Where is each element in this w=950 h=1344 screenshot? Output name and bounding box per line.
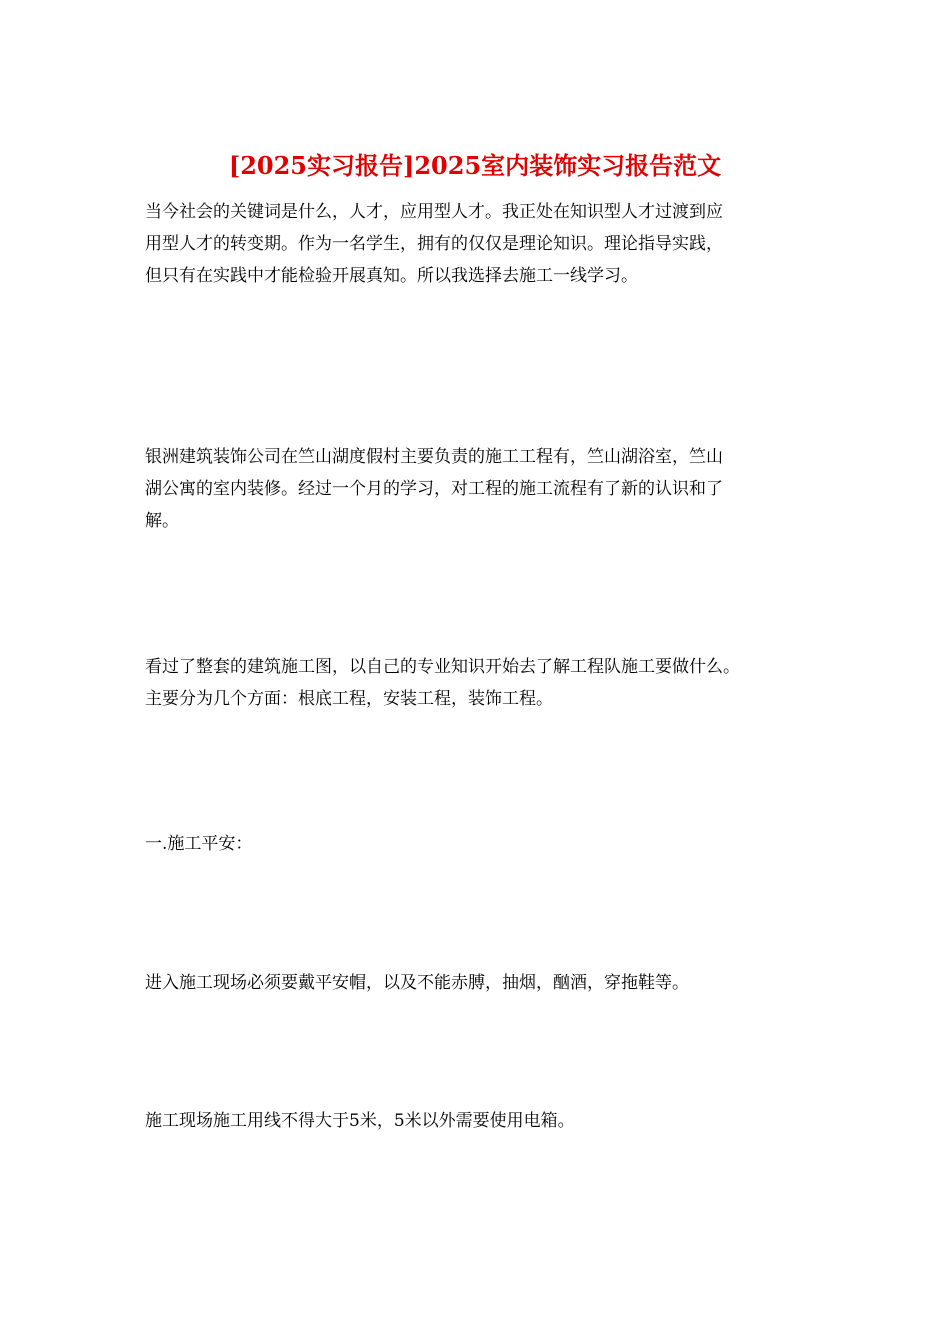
paragraph-drawings [145,651,815,715]
paragraph-company [145,441,815,537]
paragraph-intro [145,196,815,292]
paragraph-line: 进入施工现场必须要戴平安帽，以及不能赤膊，抽烟，酗酒，穿拖鞋等。 [145,973,689,993]
paragraph-line: 解。 [145,511,179,531]
paragraph-line: 看过了整套的建筑施工图，以自己的专业知识开始去了解工程队施工要做什么。 [145,657,740,677]
paragraph-line: 一.施工平安： [145,834,253,854]
paragraph-wiring [145,1105,815,1137]
document-title: [2025实习报告]2025室内装饰实习报告范文 [228,151,722,180]
paragraph-line: 湖公寓的室内装修。经过一个月的学习，对工程的施工流程有了新的认识和了 [145,479,723,499]
paragraph-line: 但只有在实践中才能检验开展真知。所以我选择去施工一线学习。 [145,266,638,286]
paragraph-site-rules [145,967,815,999]
paragraph-line: 主要分为几个方面：根底工程，安装工程，装饰工程。 [145,689,553,709]
paragraph-line: 用型人才的转变期。作为一名学生，拥有的仅仅是理论知识。理论指导实践， [145,234,723,254]
paragraph-line: 当今社会的关键词是什么，人才，应用型人才。我正处在知识型人才过渡到应 [145,202,723,222]
paragraph-line: 施工现场施工用线不得大于5米，5米以外需要使用电箱。 [145,1111,575,1131]
section-heading-safety [145,828,815,860]
paragraph-line: 银洲建筑装饰公司在竺山湖度假村主要负责的施工工程有，竺山湖浴室，竺山 [145,447,723,467]
